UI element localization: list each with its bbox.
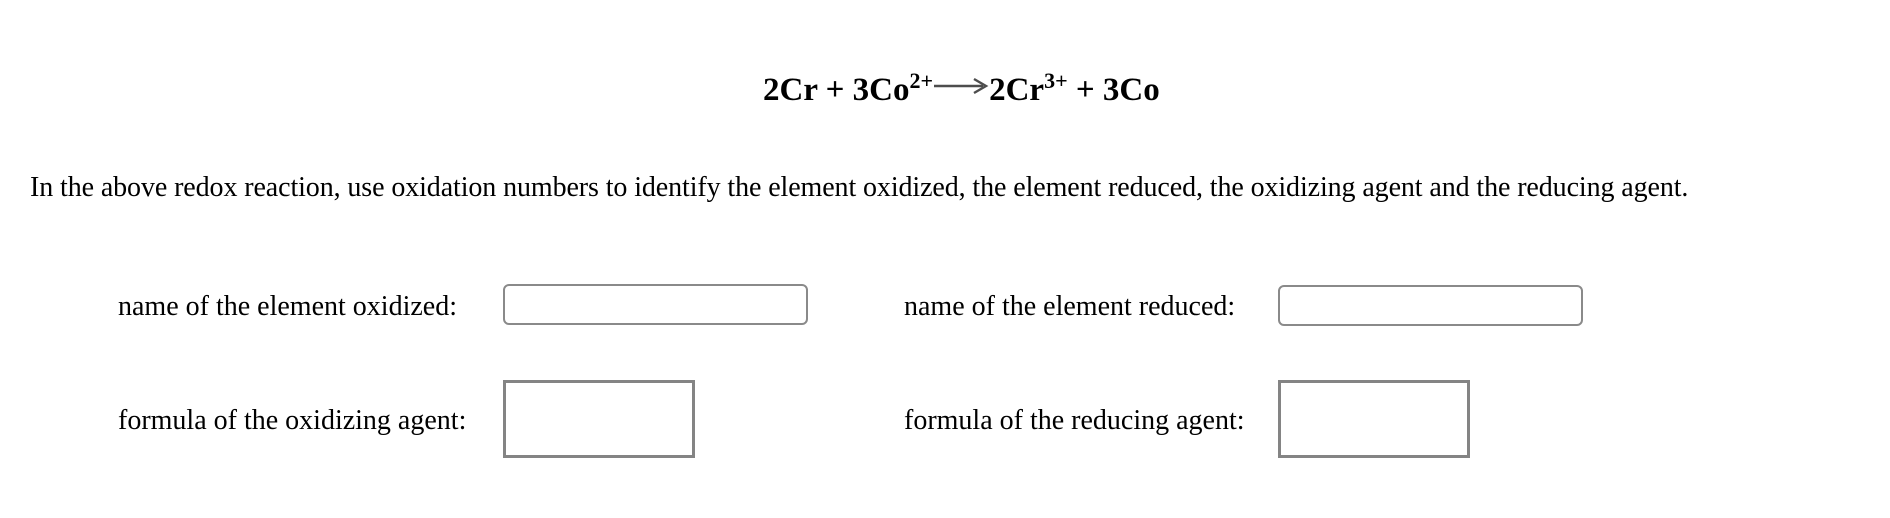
oxidizing-agent-label: formula of the oxidizing agent: xyxy=(118,405,467,436)
reaction-equation xyxy=(763,60,1160,111)
equation-rhs-start: 2Cr xyxy=(989,72,1045,108)
oxidizing-agent-input[interactable] xyxy=(503,380,695,458)
element-reduced-input[interactable] xyxy=(1278,285,1583,326)
reaction-arrow-icon xyxy=(933,75,989,95)
equation-rhs-charge-superscript: 3+ xyxy=(1044,68,1068,93)
element-oxidized-input[interactable] xyxy=(503,284,808,325)
reducing-agent-label: formula of the reducing agent: xyxy=(904,405,1245,436)
element-oxidized-label: name of the element oxidized: xyxy=(118,291,457,322)
element-reduced-label: name of the element reduced: xyxy=(904,291,1236,322)
equation-lhs-charge-superscript: 2+ xyxy=(909,68,934,93)
equation-rhs-end: + 3Co xyxy=(1067,72,1160,108)
reducing-agent-input[interactable] xyxy=(1278,380,1470,458)
instruction-text: In the above redox reaction, use oxidation numbers to identify the element oxidized, the element reduced, the oxidizing agent and the reducing agent. xyxy=(30,172,1689,203)
equation-lhs: 2Cr + 3Co xyxy=(763,72,910,108)
